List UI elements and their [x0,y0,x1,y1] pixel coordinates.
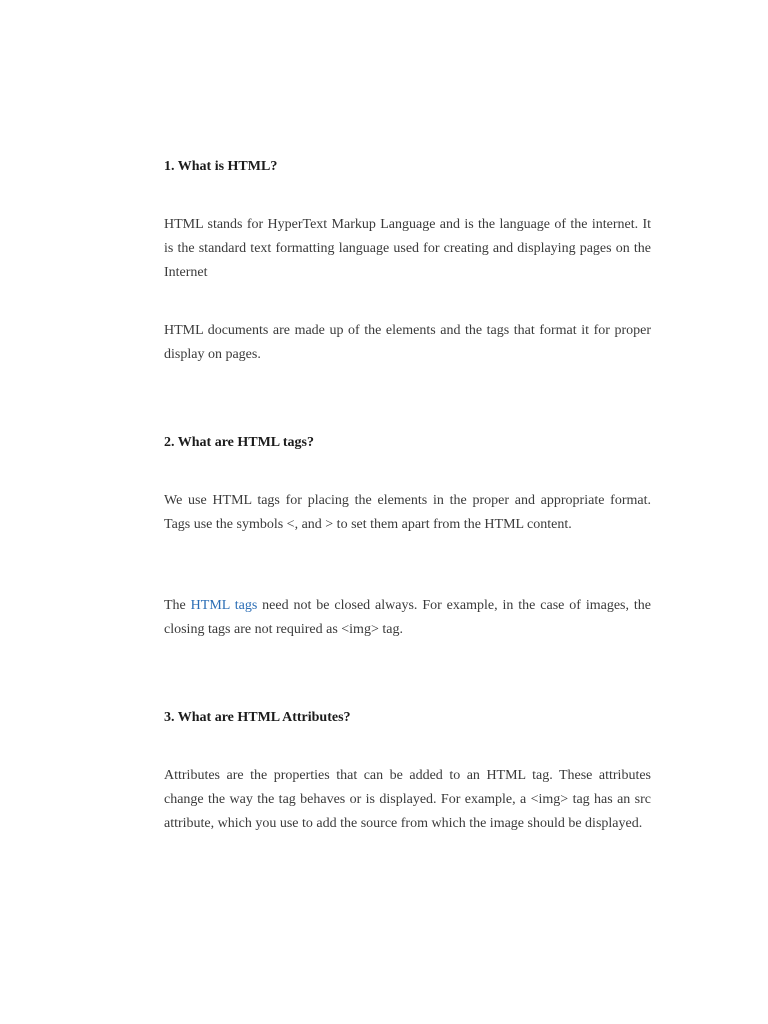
section-2-heading: 2. What are HTML tags? [164,435,314,450]
section-3-paragraph-1: Attributes are the properties that can be added to an HTML tag. These attributes change the way the tag behaves or is displayed. For example, a <img> tag has an src attribute, which you use to add the source from which the image should be displayed. [164,768,651,831]
section-2-paragraph-2 [164,594,651,642]
html-tags-link[interactable]: HTML tags [190,598,258,613]
link-paragraph-after: need not be closed always. For example, in the case of images, the closing tags are not required as <img> tag. [164,598,651,637]
section-1-heading: 1. What is HTML? [164,159,278,174]
section-2-paragraph-1: We use HTML tags for placing the elements in the proper and appropriate format. Tags use the symbols <, and > to set them apart from the HTML content. [164,493,651,532]
section-1-paragraph-1: HTML stands for HyperText Markup Language and is the language of the internet. It is the standard text formatting language used for creating and displaying pages on the Internet [164,217,651,280]
section-3-heading: 3. What are HTML Attributes? [164,710,351,725]
section-1-paragraph-2: HTML documents are made up of the elements and the tags that format it for proper display on pages. [164,323,651,362]
link-paragraph-before: The [164,598,191,613]
